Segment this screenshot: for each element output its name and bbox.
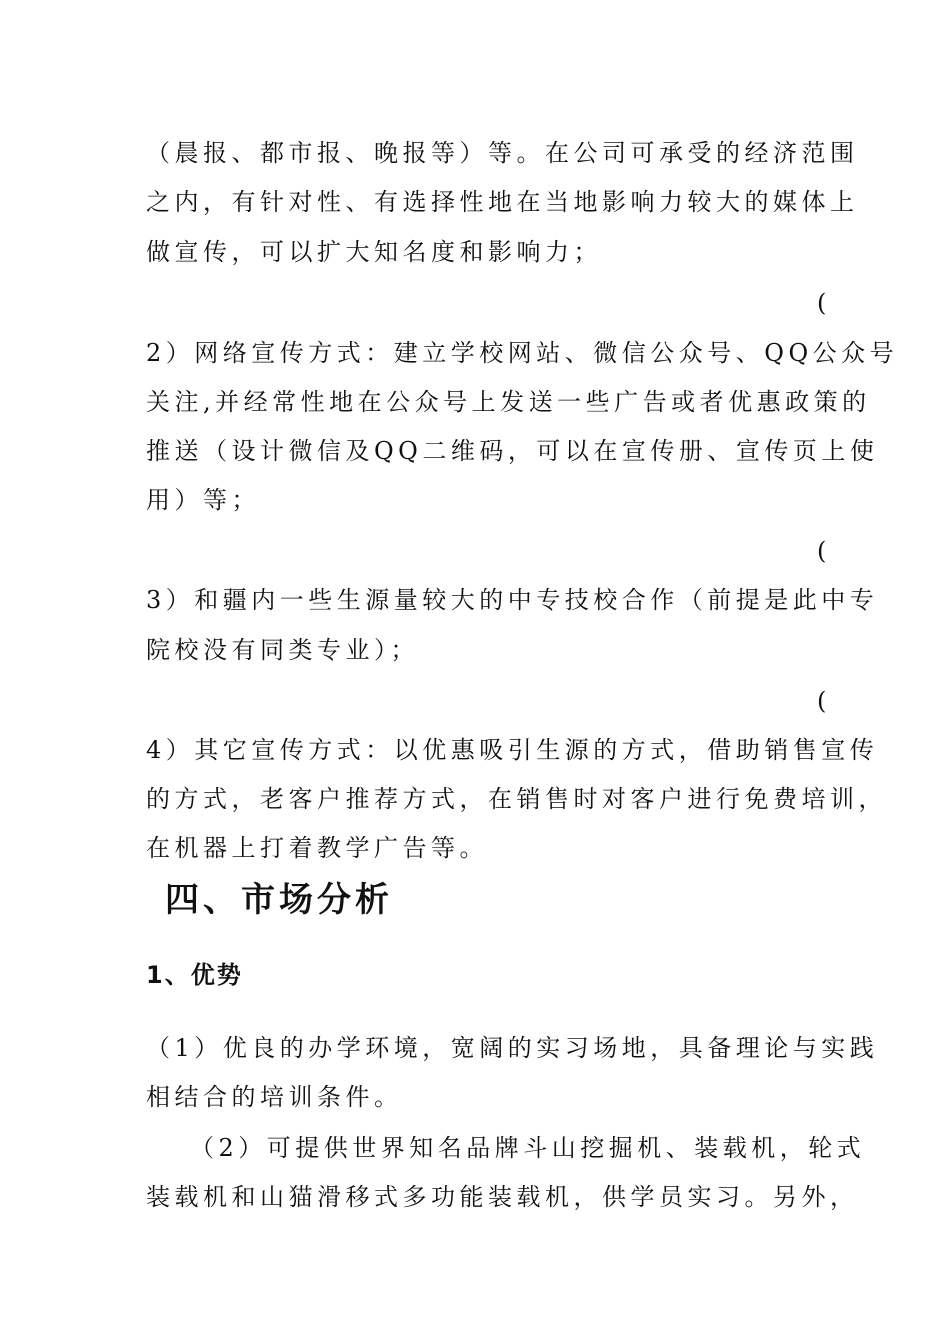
list-marker: ( bbox=[817, 289, 827, 317]
paragraph-line: 的方式，老客户推荐方式，在销售时对客户进行免费培训， bbox=[146, 785, 887, 813]
paragraph-line: 装载机和山猫滑移式多功能装载机，供学员实习。另外， bbox=[146, 1183, 859, 1211]
paragraph-line: 相结合的培训条件。 bbox=[146, 1083, 403, 1111]
paragraph-line: 3）和疆内一些生源量较大的中专技校合作（前提是此中专 bbox=[146, 586, 879, 614]
paragraph-line: 做宣传，可以扩大知名度和影响力； bbox=[146, 238, 602, 266]
paragraph-line: 在机器上打着教学广告等。 bbox=[146, 834, 488, 862]
paragraph-line: 用）等； bbox=[146, 486, 260, 514]
paragraph-line: 院校没有同类专业）； bbox=[146, 636, 419, 664]
paragraph-line: 关注,并经常性地在公众号上发送一些广告或者优惠政策的 bbox=[146, 388, 871, 416]
list-marker: ( bbox=[817, 537, 827, 565]
paragraph-line: （晨报、都市报、晚报等）等。在公司可承受的经济范围 bbox=[146, 139, 859, 167]
paragraph-line: 之内，有针对性、有选择性地在当地影响力较大的媒体上 bbox=[146, 188, 859, 216]
subsection-heading: 1、优势 bbox=[146, 961, 243, 989]
paragraph-line: 2）网络宣传方式：建立学校网站、微信公众号、QQ公众号 bbox=[146, 339, 899, 367]
paragraph-line: （2）可提供世界知名品牌斗山挖掘机、装载机，轮式 bbox=[190, 1134, 866, 1162]
list-marker: ( bbox=[817, 687, 827, 715]
paragraph-line: 推送（设计微信及QQ二维码，可以在宣传册、宣传页上使 bbox=[146, 437, 879, 465]
paragraph-line: 4）其它宣传方式：以优惠吸引生源的方式，借助销售宣传 bbox=[146, 736, 879, 764]
paragraph-line: （1）优良的办学环境，宽阔的实习场地，具备理论与实践 bbox=[146, 1034, 879, 1062]
section-heading: 四、市场分析 bbox=[165, 880, 393, 920]
